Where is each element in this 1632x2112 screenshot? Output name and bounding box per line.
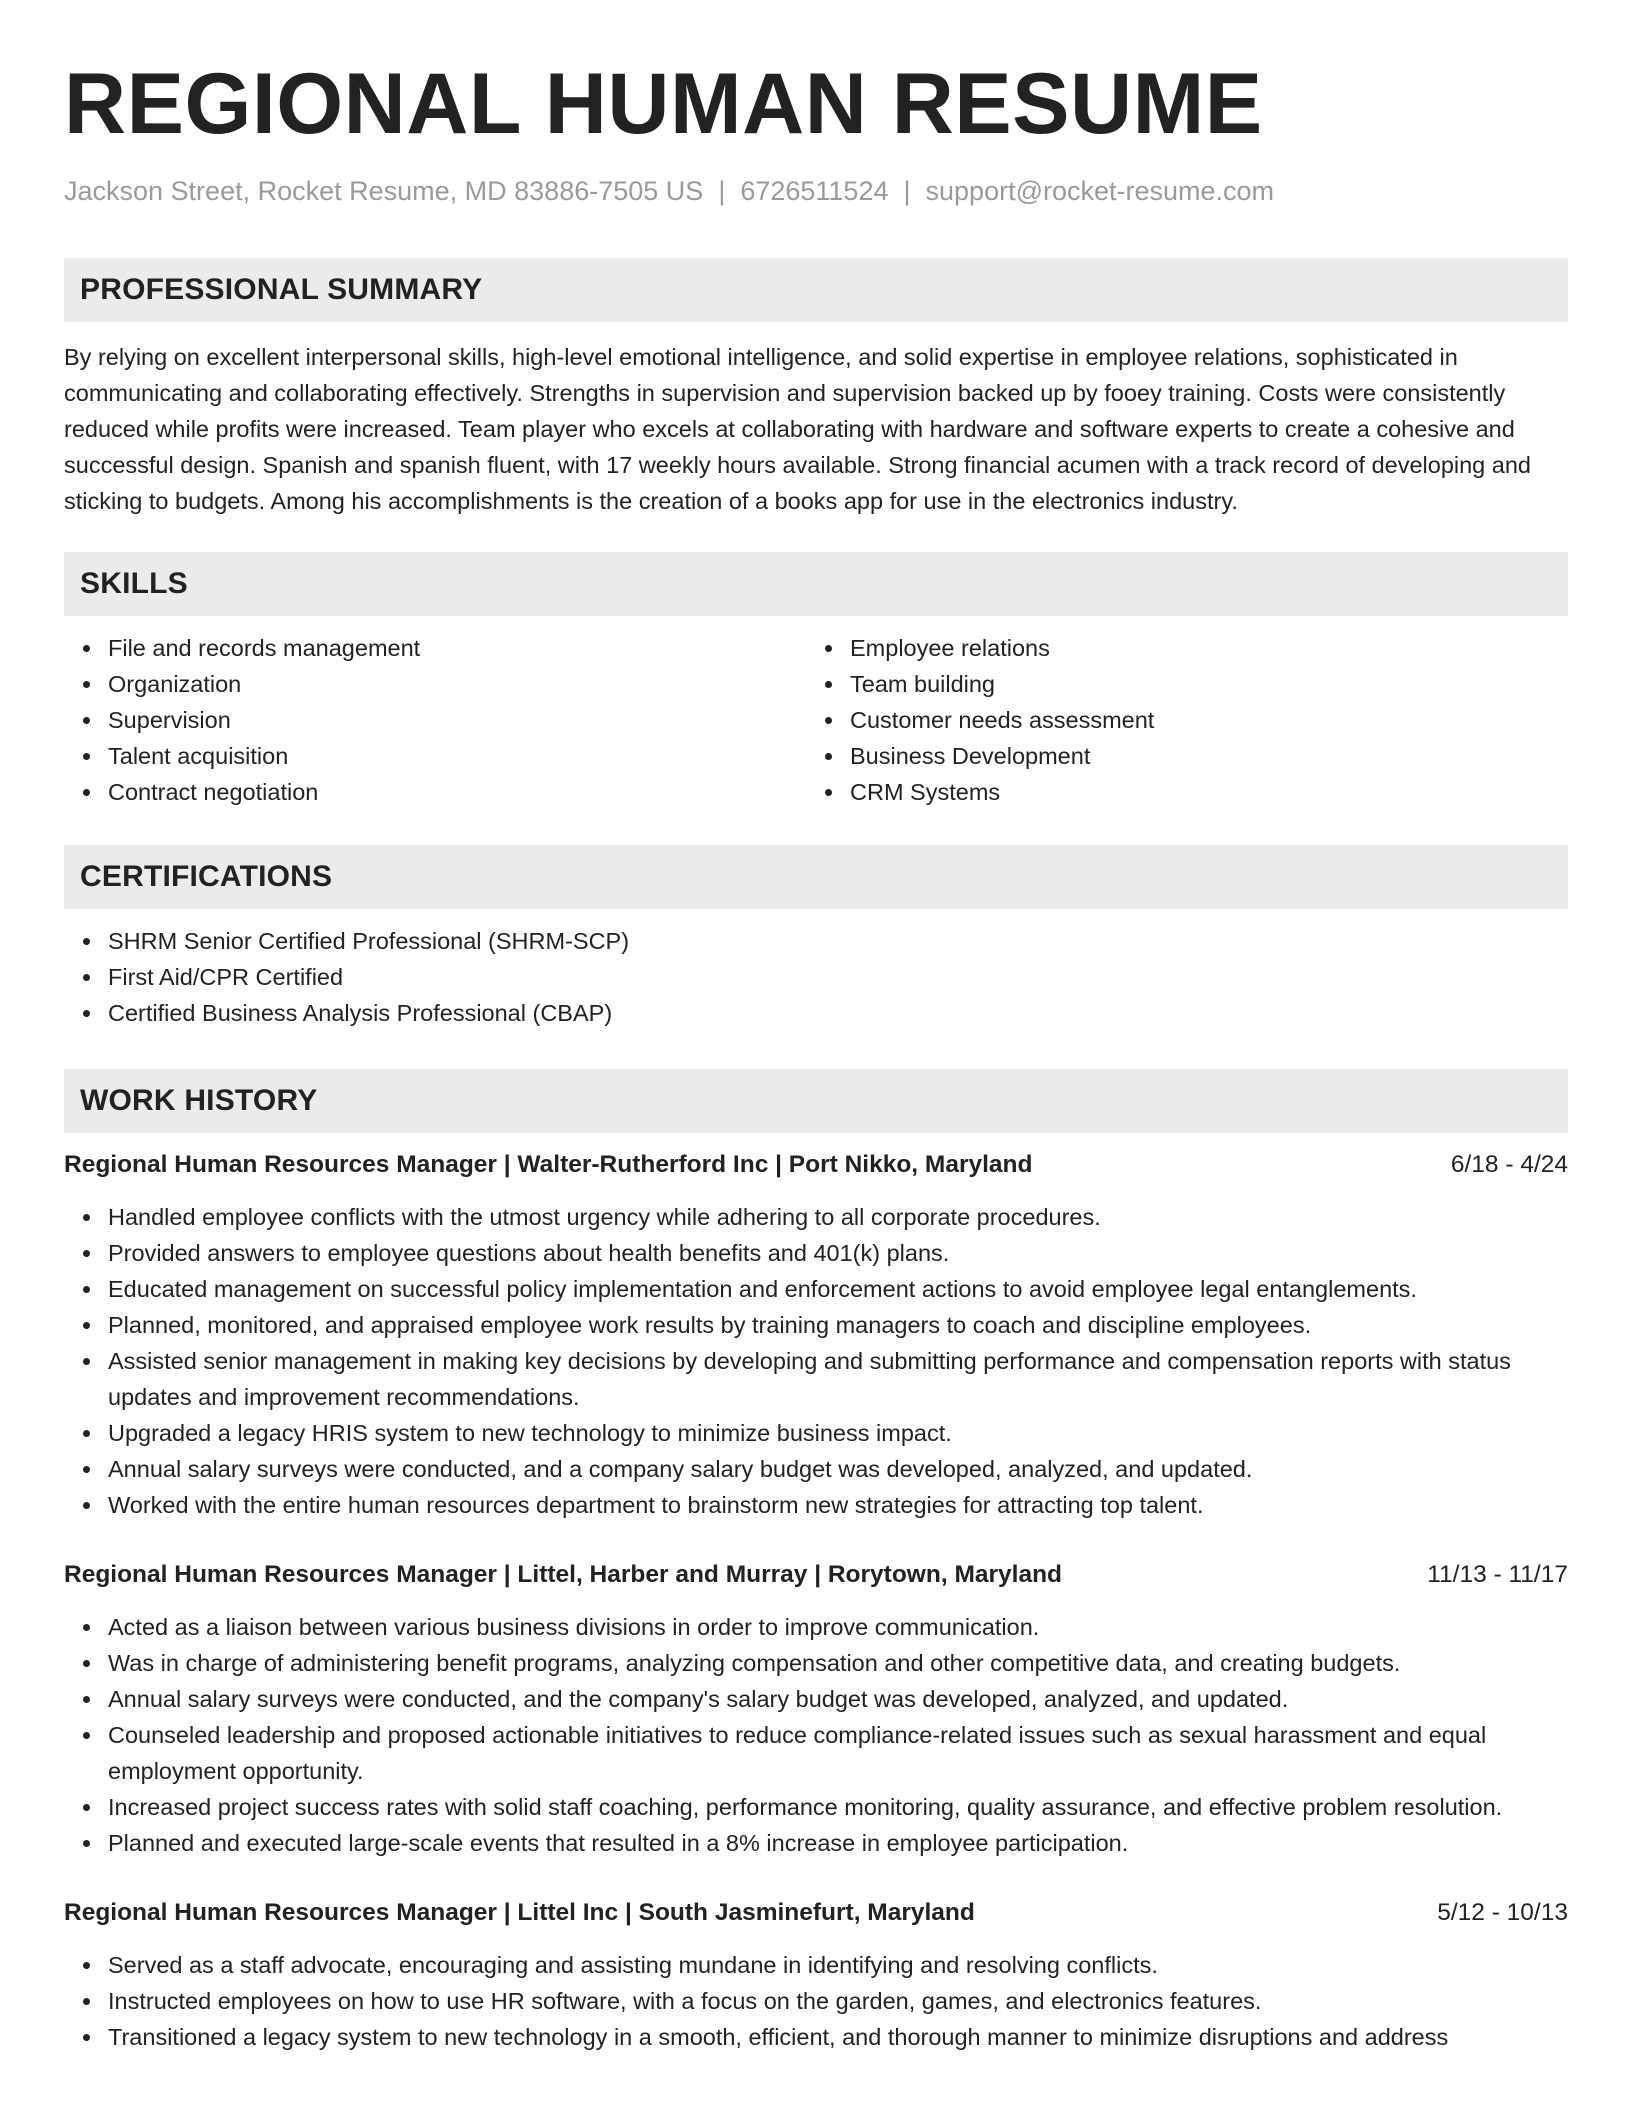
contact-separator: | bbox=[903, 176, 911, 206]
job-bullet-list bbox=[64, 1199, 1568, 1523]
job-title: Regional Human Resources Manager | Littel, Harber and Murray | Rorytown, Maryland bbox=[64, 1561, 1063, 1588]
job-entry bbox=[64, 1147, 1568, 1523]
skill-item: Contract negotiation bbox=[108, 774, 806, 810]
skills-column-left bbox=[64, 630, 806, 810]
job-entry bbox=[64, 1557, 1568, 1861]
skill-item: Team building bbox=[850, 666, 1548, 702]
certification-item: Certified Business Analysis Professional (CBAP) bbox=[108, 995, 1568, 1031]
job-bullet: Instructed employees on how to use HR software, with a focus on the garden, games, and electronics features. bbox=[108, 1983, 1568, 2019]
certification-item: SHRM Senior Certified Professional (SHRM-SCP) bbox=[108, 923, 1568, 959]
contact-address: Jackson Street, Rocket Resume, MD 83886-7505 US bbox=[64, 176, 704, 206]
job-dates: 6/18 - 4/24 bbox=[1450, 1151, 1568, 1178]
resume-name: REGIONAL HUMAN RESUME bbox=[64, 56, 1263, 152]
job-bullet-list bbox=[64, 1947, 1568, 2055]
skill-item: File and records management bbox=[108, 630, 806, 666]
resume-page bbox=[64, 0, 1568, 2055]
job-dates: 11/13 - 11/17 bbox=[1427, 1561, 1568, 1588]
job-bullet: Planned and executed large-scale events that resulted in a 8% increase in employee participation. bbox=[108, 1825, 1568, 1861]
section-header-summary: PROFESSIONAL SUMMARY bbox=[64, 258, 1568, 322]
job-bullet: Counseled leadership and proposed actionable initiatives to reduce compliance-related issues such as sexual harassment and equal employment opportunity. bbox=[108, 1717, 1568, 1789]
skill-item: Customer needs assessment bbox=[850, 702, 1548, 738]
section-header-work-history: WORK HISTORY bbox=[64, 1069, 1568, 1133]
job-dates: 5/12 - 10/13 bbox=[1437, 1899, 1568, 1926]
skill-item: Employee relations bbox=[850, 630, 1548, 666]
job-header bbox=[64, 1895, 1568, 1931]
job-bullet: Assisted senior management in making key decisions by developing and submitting performance and compensation reports with status updates and improvement recommendations. bbox=[108, 1343, 1568, 1415]
job-bullet: Provided answers to employee questions about health benefits and 401(k) plans. bbox=[108, 1235, 1568, 1271]
job-title: Regional Human Resources Manager | Littel Inc | South Jasminefurt, Maryland bbox=[64, 1899, 975, 1926]
job-bullet: Served as a staff advocate, encouraging and assisting mundane in identifying and resolving conflicts. bbox=[108, 1947, 1568, 1983]
job-bullet: Upgraded a legacy HRIS system to new technology to minimize business impact. bbox=[108, 1415, 1568, 1451]
job-bullet: Increased project success rates with solid staff coaching, performance monitoring, quality assurance, and effective problem resolution. bbox=[108, 1789, 1568, 1825]
skill-item: Talent acquisition bbox=[108, 738, 806, 774]
contact-phone: 6726511524 bbox=[740, 176, 889, 206]
job-bullet: Was in charge of administering benefit programs, analyzing compensation and other competitive data, and creating budgets. bbox=[108, 1645, 1568, 1681]
job-bullet: Annual salary surveys were conducted, and the company's salary budget was developed, analyzed, and updated. bbox=[108, 1681, 1568, 1717]
skill-item: Business Development bbox=[850, 738, 1548, 774]
contact-line bbox=[64, 174, 1568, 208]
summary-text: By relying on excellent interpersonal skills, high-level emotional intelligence, and solid expertise in employee relations, sophisticated in communicating and collaborating effectively. Strengths in supervision and supervision backed up by fooey training. Costs were consistently reduced while profits were increased. Team player who excels at collaborating with hardware and software experts to create a cohesive and successful design. Spanish and spanish fluent, with 17 weekly hours available. Strong financial acumen with a track record of developing and sticking to budgets. Among his accomplishments is the creation of a books app for use in the electronics industry. bbox=[64, 344, 1531, 514]
skills-column-right bbox=[806, 630, 1548, 810]
job-bullet: Acted as a liaison between various business divisions in order to improve communication. bbox=[108, 1609, 1568, 1645]
contact-separator: | bbox=[718, 176, 726, 206]
section-header-certifications: CERTIFICATIONS bbox=[64, 845, 1568, 909]
job-bullet-list bbox=[64, 1609, 1568, 1861]
certification-list bbox=[64, 923, 1568, 1031]
job-header bbox=[64, 1557, 1568, 1593]
contact-email: support@rocket-resume.com bbox=[925, 176, 1275, 206]
skill-item: CRM Systems bbox=[850, 774, 1548, 810]
job-bullet: Educated management on successful policy implementation and enforcement actions to avoid employee legal entanglements. bbox=[108, 1271, 1568, 1307]
skill-item: Supervision bbox=[108, 702, 806, 738]
job-entry bbox=[64, 1895, 1568, 2055]
job-header bbox=[64, 1147, 1568, 1183]
section-header-skills: SKILLS bbox=[64, 552, 1568, 616]
job-bullet: Handled employee conflicts with the utmost urgency while adhering to all corporate procedures. bbox=[108, 1199, 1568, 1235]
skill-item: Organization bbox=[108, 666, 806, 702]
job-bullet: Annual salary surveys were conducted, and a company salary budget was developed, analyzed, and updated. bbox=[108, 1451, 1568, 1487]
job-bullet: Planned, monitored, and appraised employee work results by training managers to coach and discipline employees. bbox=[108, 1307, 1568, 1343]
certification-item: First Aid/CPR Certified bbox=[108, 959, 1568, 995]
job-bullet: Worked with the entire human resources department to brainstorm new strategies for attracting top talent. bbox=[108, 1487, 1568, 1523]
skills-grid bbox=[64, 630, 1568, 810]
job-bullet: Transitioned a legacy system to new technology in a smooth, efficient, and thorough manner to minimize disruptions and address bbox=[108, 2019, 1568, 2055]
job-title: Regional Human Resources Manager | Walter-Rutherford Inc | Port Nikko, Maryland bbox=[64, 1151, 1033, 1178]
